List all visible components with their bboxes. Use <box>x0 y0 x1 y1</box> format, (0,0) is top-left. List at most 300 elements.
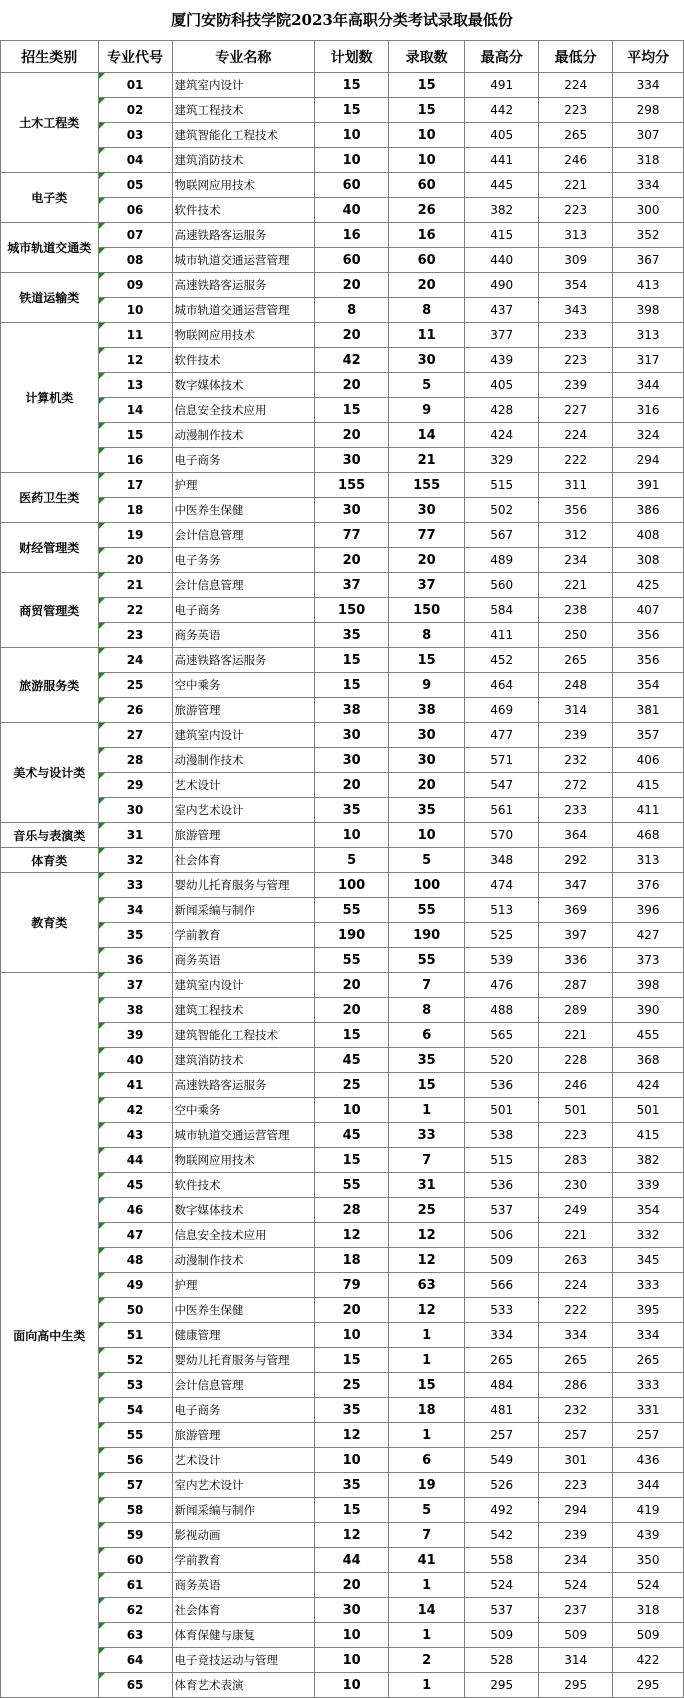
major-name-cell: 城市轨道交通运营管理 <box>172 298 315 323</box>
major-name-cell: 信息安全技术应用 <box>172 398 315 423</box>
avg-score-cell: 439 <box>613 1523 684 1548</box>
code-cell: 21 <box>98 573 172 598</box>
avg-score-cell: 295 <box>613 1673 684 1698</box>
table-row <box>1 998 684 1023</box>
category-cell: 医药卫生类 <box>1 473 99 523</box>
plan-count-cell: 15 <box>315 1023 389 1048</box>
plan-count-cell: 15 <box>315 1348 389 1373</box>
max-score-cell: 536 <box>465 1073 539 1098</box>
major-name-cell: 建筑消防技术 <box>172 1048 315 1073</box>
code-cell: 12 <box>98 348 172 373</box>
table-row <box>1 873 684 898</box>
plan-count-cell: 16 <box>315 223 389 248</box>
major-name-cell: 社会体育 <box>172 848 315 873</box>
code-cell: 22 <box>98 598 172 623</box>
header-max: 最高分 <box>465 41 539 73</box>
category-cell: 教育类 <box>1 873 99 973</box>
admitted-count-cell: 1 <box>389 1323 465 1348</box>
admitted-count-cell: 1 <box>389 1098 465 1123</box>
admitted-count-cell: 190 <box>389 923 465 948</box>
admitted-count-cell: 12 <box>389 1223 465 1248</box>
avg-score-cell: 324 <box>613 423 684 448</box>
min-score-cell: 234 <box>539 548 613 573</box>
avg-score-cell: 501 <box>613 1098 684 1123</box>
plan-count-cell: 55 <box>315 898 389 923</box>
min-score-cell: 356 <box>539 498 613 523</box>
plan-count-cell: 35 <box>315 623 389 648</box>
table-row <box>1 398 684 423</box>
min-score-cell: 257 <box>539 1423 613 1448</box>
major-name-cell: 健康管理 <box>172 1323 315 1348</box>
min-score-cell: 289 <box>539 998 613 1023</box>
admitted-count-cell: 41 <box>389 1548 465 1573</box>
plan-count-cell: 60 <box>315 248 389 273</box>
avg-score-cell: 334 <box>613 73 684 98</box>
max-score-cell: 442 <box>465 98 539 123</box>
max-score-cell: 513 <box>465 898 539 923</box>
code-cell: 24 <box>98 648 172 673</box>
min-score-cell: 233 <box>539 798 613 823</box>
code-cell: 46 <box>98 1198 172 1223</box>
admitted-count-cell: 55 <box>389 898 465 923</box>
avg-score-cell: 333 <box>613 1373 684 1398</box>
code-cell: 44 <box>98 1148 172 1173</box>
max-score-cell: 538 <box>465 1123 539 1148</box>
table-row <box>1 1573 684 1598</box>
admitted-count-cell: 15 <box>389 1073 465 1098</box>
max-score-cell: 539 <box>465 948 539 973</box>
admitted-count-cell: 55 <box>389 948 465 973</box>
table-row <box>1 473 684 498</box>
major-name-cell: 艺术设计 <box>172 773 315 798</box>
avg-score-cell: 406 <box>613 748 684 773</box>
min-score-cell: 223 <box>539 1473 613 1498</box>
major-name-cell: 高速铁路客运服务 <box>172 1073 315 1098</box>
code-cell: 05 <box>98 173 172 198</box>
major-name-cell: 建筑工程技术 <box>172 998 315 1023</box>
min-score-cell: 249 <box>539 1198 613 1223</box>
major-name-cell: 旅游管理 <box>172 698 315 723</box>
code-cell: 27 <box>98 723 172 748</box>
min-score-cell: 227 <box>539 398 613 423</box>
code-cell: 40 <box>98 1048 172 1073</box>
major-name-cell: 软件技术 <box>172 348 315 373</box>
header-plan: 计划数 <box>315 41 389 73</box>
code-cell: 26 <box>98 698 172 723</box>
admitted-count-cell: 38 <box>389 698 465 723</box>
avg-score-cell: 313 <box>613 848 684 873</box>
admitted-count-cell: 15 <box>389 73 465 98</box>
min-score-cell: 272 <box>539 773 613 798</box>
major-name-cell: 物联网应用技术 <box>172 173 315 198</box>
min-score-cell: 224 <box>539 423 613 448</box>
admitted-count-cell: 1 <box>389 1673 465 1698</box>
major-name-cell: 艺术设计 <box>172 1448 315 1473</box>
max-score-cell: 533 <box>465 1298 539 1323</box>
admitted-count-cell: 33 <box>389 1123 465 1148</box>
admitted-count-cell: 2 <box>389 1648 465 1673</box>
code-cell: 55 <box>98 1423 172 1448</box>
table-row <box>1 1048 684 1073</box>
table-row <box>1 1148 684 1173</box>
min-score-cell: 232 <box>539 748 613 773</box>
code-cell: 35 <box>98 923 172 948</box>
code-cell: 03 <box>98 123 172 148</box>
avg-score-cell: 356 <box>613 623 684 648</box>
code-cell: 50 <box>98 1298 172 1323</box>
max-score-cell: 415 <box>465 223 539 248</box>
max-score-cell: 558 <box>465 1548 539 1573</box>
max-score-cell: 382 <box>465 198 539 223</box>
admitted-count-cell: 8 <box>389 623 465 648</box>
avg-score-cell: 334 <box>613 1323 684 1348</box>
admitted-count-cell: 1 <box>389 1623 465 1648</box>
code-cell: 18 <box>98 498 172 523</box>
min-score-cell: 239 <box>539 1523 613 1548</box>
avg-score-cell: 424 <box>613 1073 684 1098</box>
category-cell: 商贸管理类 <box>1 573 99 648</box>
table-row <box>1 523 684 548</box>
avg-score-cell: 398 <box>613 973 684 998</box>
avg-score-cell: 368 <box>613 1048 684 1073</box>
max-score-cell: 440 <box>465 248 539 273</box>
table-row <box>1 1598 684 1623</box>
major-name-cell: 动漫制作技术 <box>172 748 315 773</box>
avg-score-cell: 509 <box>613 1623 684 1648</box>
major-name-cell: 社会体育 <box>172 1598 315 1623</box>
admitted-count-cell: 18 <box>389 1398 465 1423</box>
category-cell: 音乐与表演类 <box>1 823 99 848</box>
min-score-cell: 222 <box>539 448 613 473</box>
code-cell: 47 <box>98 1223 172 1248</box>
major-name-cell: 城市轨道交通运营管理 <box>172 248 315 273</box>
major-name-cell: 体育保健与康复 <box>172 1623 315 1648</box>
plan-count-cell: 15 <box>315 398 389 423</box>
code-cell: 48 <box>98 1248 172 1273</box>
max-score-cell: 509 <box>465 1623 539 1648</box>
avg-score-cell: 398 <box>613 298 684 323</box>
avg-score-cell: 356 <box>613 648 684 673</box>
min-score-cell: 246 <box>539 1073 613 1098</box>
min-score-cell: 239 <box>539 373 613 398</box>
code-cell: 62 <box>98 1598 172 1623</box>
table-row <box>1 1098 684 1123</box>
max-score-cell: 547 <box>465 773 539 798</box>
min-score-cell: 232 <box>539 1398 613 1423</box>
max-score-cell: 484 <box>465 1373 539 1398</box>
plan-count-cell: 40 <box>315 198 389 223</box>
plan-count-cell: 35 <box>315 1473 389 1498</box>
min-score-cell: 248 <box>539 673 613 698</box>
table-row <box>1 948 684 973</box>
table-row <box>1 798 684 823</box>
min-score-cell: 237 <box>539 1598 613 1623</box>
plan-count-cell: 15 <box>315 73 389 98</box>
max-score-cell: 515 <box>465 1148 539 1173</box>
admitted-count-cell: 20 <box>389 548 465 573</box>
min-score-cell: 283 <box>539 1148 613 1173</box>
max-score-cell: 566 <box>465 1273 539 1298</box>
plan-count-cell: 20 <box>315 1298 389 1323</box>
major-name-cell: 电子商务 <box>172 448 315 473</box>
table-row <box>1 73 684 98</box>
max-score-cell: 565 <box>465 1023 539 1048</box>
avg-score-cell: 390 <box>613 998 684 1023</box>
plan-count-cell: 77 <box>315 523 389 548</box>
min-score-cell: 292 <box>539 848 613 873</box>
max-score-cell: 257 <box>465 1423 539 1448</box>
min-score-cell: 364 <box>539 823 613 848</box>
major-name-cell: 新闻采编与制作 <box>172 1498 315 1523</box>
max-score-cell: 329 <box>465 448 539 473</box>
avg-score-cell: 354 <box>613 673 684 698</box>
avg-score-cell: 524 <box>613 1573 684 1598</box>
avg-score-cell: 344 <box>613 1473 684 1498</box>
major-name-cell: 物联网应用技术 <box>172 323 315 348</box>
min-score-cell: 221 <box>539 573 613 598</box>
table-row <box>1 1023 684 1048</box>
category-cell: 面向高中生类 <box>1 973 99 1698</box>
plan-count-cell: 15 <box>315 648 389 673</box>
major-name-cell: 中医养生保健 <box>172 498 315 523</box>
avg-score-cell: 333 <box>613 1273 684 1298</box>
plan-count-cell: 10 <box>315 1648 389 1673</box>
avg-score-cell: 376 <box>613 873 684 898</box>
admission-table <box>0 40 684 1698</box>
plan-count-cell: 55 <box>315 948 389 973</box>
admitted-count-cell: 9 <box>389 673 465 698</box>
admitted-count-cell: 12 <box>389 1248 465 1273</box>
min-score-cell: 369 <box>539 898 613 923</box>
min-score-cell: 265 <box>539 123 613 148</box>
plan-count-cell: 15 <box>315 1148 389 1173</box>
admitted-count-cell: 63 <box>389 1273 465 1298</box>
plan-count-cell: 100 <box>315 873 389 898</box>
major-name-cell: 数字媒体技术 <box>172 373 315 398</box>
admitted-count-cell: 60 <box>389 248 465 273</box>
min-score-cell: 224 <box>539 73 613 98</box>
admitted-count-cell: 10 <box>389 148 465 173</box>
avg-score-cell: 318 <box>613 1598 684 1623</box>
table-row <box>1 573 684 598</box>
category-cell: 土木工程类 <box>1 73 99 173</box>
table-row <box>1 898 684 923</box>
avg-score-cell: 415 <box>613 1123 684 1148</box>
min-score-cell: 223 <box>539 348 613 373</box>
plan-count-cell: 20 <box>315 273 389 298</box>
max-score-cell: 490 <box>465 273 539 298</box>
code-cell: 13 <box>98 373 172 398</box>
plan-count-cell: 55 <box>315 1173 389 1198</box>
code-cell: 36 <box>98 948 172 973</box>
admitted-count-cell: 25 <box>389 1198 465 1223</box>
min-score-cell: 301 <box>539 1448 613 1473</box>
plan-count-cell: 60 <box>315 173 389 198</box>
plan-count-cell: 30 <box>315 1598 389 1623</box>
code-cell: 28 <box>98 748 172 773</box>
plan-count-cell: 20 <box>315 1573 389 1598</box>
table-row <box>1 123 684 148</box>
max-score-cell: 520 <box>465 1048 539 1073</box>
avg-score-cell: 422 <box>613 1648 684 1673</box>
max-score-cell: 441 <box>465 148 539 173</box>
plan-count-cell: 10 <box>315 123 389 148</box>
admitted-count-cell: 30 <box>389 348 465 373</box>
code-cell: 41 <box>98 1073 172 1098</box>
min-score-cell: 222 <box>539 1298 613 1323</box>
avg-score-cell: 396 <box>613 898 684 923</box>
max-score-cell: 437 <box>465 298 539 323</box>
admitted-count-cell: 7 <box>389 1148 465 1173</box>
table-row <box>1 548 684 573</box>
min-score-cell: 250 <box>539 623 613 648</box>
table-row <box>1 1273 684 1298</box>
avg-score-cell: 468 <box>613 823 684 848</box>
admitted-count-cell: 14 <box>389 423 465 448</box>
table-row <box>1 623 684 648</box>
major-name-cell: 物联网应用技术 <box>172 1148 315 1173</box>
max-score-cell: 501 <box>465 1098 539 1123</box>
major-name-cell: 旅游管理 <box>172 823 315 848</box>
code-cell: 07 <box>98 223 172 248</box>
min-score-cell: 234 <box>539 1548 613 1573</box>
plan-count-cell: 35 <box>315 798 389 823</box>
avg-score-cell: 407 <box>613 598 684 623</box>
table-row <box>1 723 684 748</box>
code-cell: 58 <box>98 1498 172 1523</box>
admitted-count-cell: 1 <box>389 1348 465 1373</box>
table-row <box>1 823 684 848</box>
code-cell: 38 <box>98 998 172 1023</box>
code-cell: 45 <box>98 1173 172 1198</box>
plan-count-cell: 45 <box>315 1123 389 1148</box>
major-name-cell: 旅游管理 <box>172 1423 315 1448</box>
major-name-cell: 商务英语 <box>172 948 315 973</box>
header-admitted: 录取数 <box>389 41 465 73</box>
major-name-cell: 空中乘务 <box>172 673 315 698</box>
admitted-count-cell: 26 <box>389 198 465 223</box>
code-cell: 37 <box>98 973 172 998</box>
major-name-cell: 会计信息管理 <box>172 523 315 548</box>
avg-score-cell: 308 <box>613 548 684 573</box>
max-score-cell: 561 <box>465 798 539 823</box>
code-cell: 63 <box>98 1623 172 1648</box>
category-cell: 计算机类 <box>1 323 99 473</box>
major-name-cell: 电子商务 <box>172 1398 315 1423</box>
max-score-cell: 295 <box>465 1673 539 1698</box>
admitted-count-cell: 20 <box>389 273 465 298</box>
max-score-cell: 489 <box>465 548 539 573</box>
avg-score-cell: 257 <box>613 1423 684 1448</box>
admitted-count-cell: 8 <box>389 998 465 1023</box>
admitted-count-cell: 77 <box>389 523 465 548</box>
avg-score-cell: 331 <box>613 1398 684 1423</box>
avg-score-cell: 345 <box>613 1248 684 1273</box>
table-row <box>1 973 684 998</box>
min-score-cell: 524 <box>539 1573 613 1598</box>
max-score-cell: 491 <box>465 73 539 98</box>
max-score-cell: 542 <box>465 1523 539 1548</box>
plan-count-cell: 15 <box>315 1498 389 1523</box>
table-row <box>1 773 684 798</box>
plan-count-cell: 190 <box>315 923 389 948</box>
max-score-cell: 428 <box>465 398 539 423</box>
max-score-cell: 537 <box>465 1198 539 1223</box>
avg-score-cell: 419 <box>613 1498 684 1523</box>
table-row <box>1 1123 684 1148</box>
plan-count-cell: 20 <box>315 323 389 348</box>
table-body <box>1 73 684 1698</box>
admitted-count-cell: 16 <box>389 223 465 248</box>
header-row <box>1 41 684 73</box>
plan-count-cell: 155 <box>315 473 389 498</box>
major-name-cell: 护理 <box>172 473 315 498</box>
max-score-cell: 424 <box>465 423 539 448</box>
header-min: 最低分 <box>539 41 613 73</box>
admitted-count-cell: 37 <box>389 573 465 598</box>
avg-score-cell: 317 <box>613 348 684 373</box>
major-name-cell: 建筑室内设计 <box>172 73 315 98</box>
code-cell: 06 <box>98 198 172 223</box>
code-cell: 11 <box>98 323 172 348</box>
admitted-count-cell: 15 <box>389 98 465 123</box>
table-row <box>1 923 684 948</box>
admitted-count-cell: 15 <box>389 1373 465 1398</box>
code-cell: 49 <box>98 1273 172 1298</box>
avg-score-cell: 382 <box>613 1148 684 1173</box>
max-score-cell: 439 <box>465 348 539 373</box>
plan-count-cell: 150 <box>315 598 389 623</box>
major-name-cell: 商务英语 <box>172 1573 315 1598</box>
major-name-cell: 信息安全技术应用 <box>172 1223 315 1248</box>
min-score-cell: 224 <box>539 1273 613 1298</box>
plan-count-cell: 28 <box>315 1198 389 1223</box>
table-row <box>1 1548 684 1573</box>
avg-score-cell: 436 <box>613 1448 684 1473</box>
plan-count-cell: 20 <box>315 373 389 398</box>
major-name-cell: 体育艺术表演 <box>172 1673 315 1698</box>
category-cell: 财经管理类 <box>1 523 99 573</box>
avg-score-cell: 298 <box>613 98 684 123</box>
table-row <box>1 673 684 698</box>
avg-score-cell: 391 <box>613 473 684 498</box>
code-cell: 20 <box>98 548 172 573</box>
table-row <box>1 1323 684 1348</box>
major-name-cell: 室内艺术设计 <box>172 1473 315 1498</box>
plan-count-cell: 20 <box>315 998 389 1023</box>
major-name-cell: 动漫制作技术 <box>172 1248 315 1273</box>
plan-count-cell: 12 <box>315 1223 389 1248</box>
admitted-count-cell: 150 <box>389 598 465 623</box>
avg-score-cell: 313 <box>613 323 684 348</box>
table-row <box>1 1173 684 1198</box>
table-row <box>1 248 684 273</box>
table-row <box>1 348 684 373</box>
code-cell: 10 <box>98 298 172 323</box>
avg-score-cell: 395 <box>613 1298 684 1323</box>
min-score-cell: 228 <box>539 1048 613 1073</box>
plan-count-cell: 12 <box>315 1523 389 1548</box>
code-cell: 64 <box>98 1648 172 1673</box>
plan-count-cell: 8 <box>315 298 389 323</box>
admitted-count-cell: 20 <box>389 773 465 798</box>
max-score-cell: 452 <box>465 648 539 673</box>
plan-count-cell: 30 <box>315 448 389 473</box>
code-cell: 19 <box>98 523 172 548</box>
plan-count-cell: 12 <box>315 1423 389 1448</box>
plan-count-cell: 15 <box>315 98 389 123</box>
min-score-cell: 263 <box>539 1248 613 1273</box>
